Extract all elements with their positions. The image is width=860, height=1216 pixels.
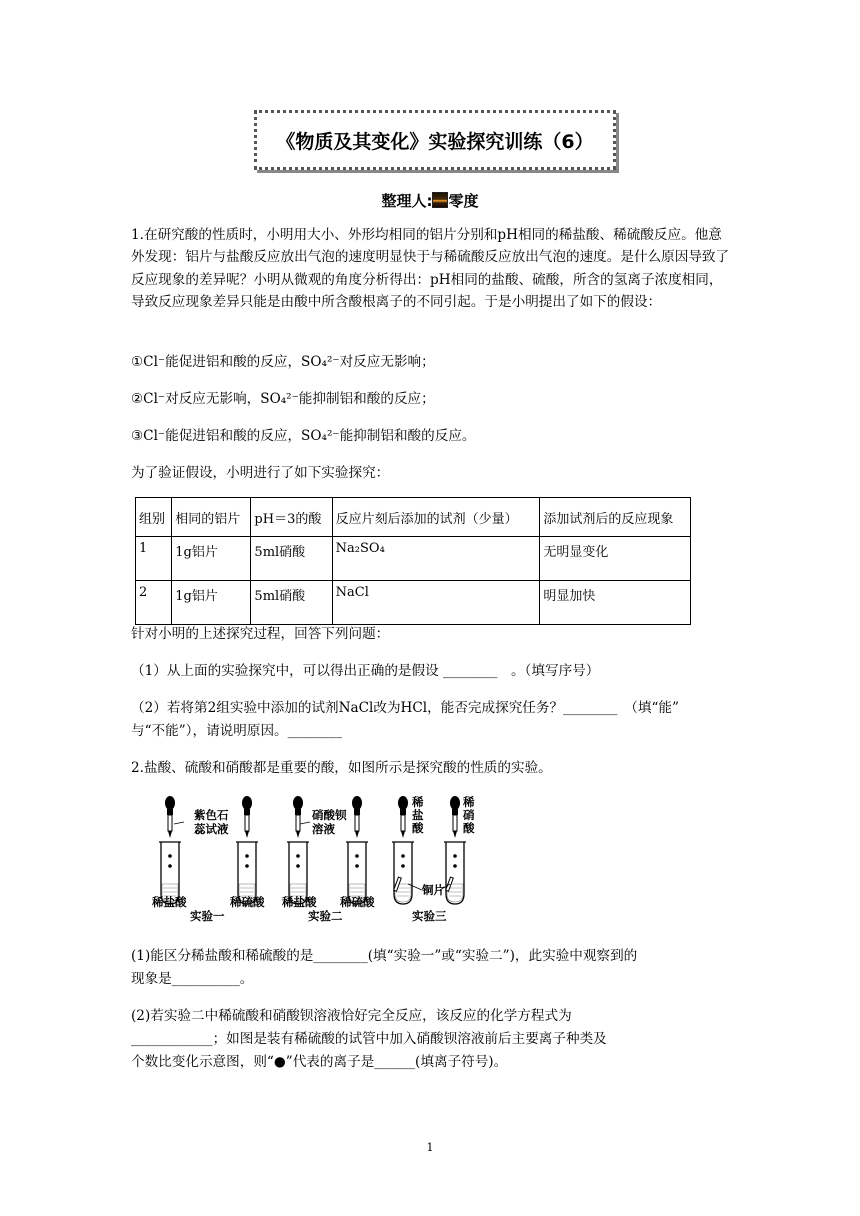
q1-hypothesis-2: ②Cl⁻对反应无影响，SO₄²⁻能抑制铝和酸的反应；	[131, 391, 435, 407]
table-cell: NaCl	[332, 581, 540, 625]
reagent-label-line: 盐	[412, 808, 424, 822]
table-cell: 明显加快	[540, 581, 691, 625]
q2-sub2-line2: ____________；如图是装有稀硫酸的试管中加入硝酸钡溶液前后主要离子种类及	[131, 1031, 607, 1047]
experiment-table	[135, 497, 691, 625]
experiment-label: 实验三	[412, 909, 447, 923]
author-label: 整理人:	[381, 192, 433, 210]
title-text: 《物质及其变化》实验探究训练（6）	[276, 130, 594, 153]
avatar	[432, 192, 448, 208]
q1-hypothesis-3: ③Cl⁻能促进铝和酸的反应，SO₄²⁻能抑制铝和酸的反应。	[131, 428, 476, 444]
q1-after-text: 针对小明的上述探究过程，回答下列问题：	[131, 626, 390, 642]
author-line	[0, 190, 860, 211]
table-header: 相同的铝片	[172, 498, 251, 537]
q1-sub2-line2: 与“不能”），请说明原因。________	[131, 723, 343, 739]
reagent-label-line: 稀	[463, 795, 475, 809]
reagent-label-hcl	[412, 796, 424, 835]
table-header: 添加试剂后的反应现象	[540, 498, 691, 537]
experiment-label: 实验二	[308, 909, 343, 923]
reagent-label-hno3	[463, 796, 475, 835]
table-cell: 1	[136, 537, 172, 581]
q2-intro: 2.盐酸、硫酸和硝酸都是重要的酸，如图所示是探究酸的性质的实验。	[131, 760, 552, 776]
table-header-row	[136, 498, 691, 537]
tube-label: 稀盐酸	[152, 895, 187, 909]
q1-sub1: （1）从上面的实验探究中，可以得出正确的是假设 ________ 。（填写序号）	[131, 663, 600, 679]
table-header: 反应片刻后添加的试剂（少量）	[332, 498, 540, 537]
reagent-label-line: 硝	[463, 808, 475, 822]
copper-label: 铜片	[422, 883, 445, 897]
table-header: pH＝3的酸	[251, 498, 332, 537]
table-cell: 1g铝片	[172, 581, 251, 625]
q2-sub2-line3: 个数比变化示意图，则“●”代表的离子是______(填离子符号)。	[131, 1054, 508, 1070]
q2-sub2-line1: (2)若实验二中稀硫酸和硝酸钡溶液恰好完全反应，该反应的化学方程式为	[131, 1008, 572, 1024]
reagent-label-line: 酸	[463, 821, 475, 835]
reagent-label-line: 蕊试液	[194, 822, 229, 836]
experiment-label: 实验一	[190, 909, 225, 923]
tube-label: 稀硫酸	[230, 895, 265, 909]
table-row	[136, 537, 691, 581]
reagent-label-line: 硝酸钡	[312, 808, 347, 822]
page-number: 1	[426, 1141, 434, 1154]
reagent-label-line: 溶液	[312, 822, 335, 836]
page-title	[254, 110, 616, 170]
q2-sub1-line1: (1)能区分稀盐酸和稀硫酸的是________(填“实验一”或“实验二”)，此实验中观察到的	[131, 948, 638, 964]
table-cell: 1g铝片	[172, 537, 251, 581]
experiment-figure	[150, 792, 510, 926]
q2-sub1-line2: 现象是__________。	[131, 971, 254, 987]
table-cell: Na₂SO₄	[332, 537, 540, 581]
table-cell: 5ml硝酸	[251, 581, 332, 625]
table-cell: 5ml硝酸	[251, 537, 332, 581]
q1-sub2-line1: （2）若将第2组实验中添加的试剂NaCl改为HCl，能否完成探究任务？________ （填“能”	[131, 700, 679, 716]
reagent-label-line: 酸	[412, 821, 424, 835]
table-cell: 2	[136, 581, 172, 625]
author-name: 零度	[448, 192, 479, 210]
reagent-label-line: 稀	[412, 795, 424, 809]
tube-label: 稀硫酸	[340, 895, 375, 909]
table-cell: 无明显变化	[540, 537, 691, 581]
table-row	[136, 581, 691, 625]
reagent-label-line: 紫色石	[194, 808, 229, 822]
q1-hypothesis-1: ①Cl⁻能促进铝和酸的反应，SO₄²⁻对反应无影响；	[131, 354, 435, 370]
reagent-label-barium	[312, 808, 347, 836]
q1-verify-text: 为了验证假设，小明进行了如下实验探究：	[131, 465, 390, 481]
reagent-label-litmus	[194, 808, 229, 836]
q1-intro: 1.在研究酸的性质时，小明用大小、外形均相同的铝片分别和pH相同的稀盐酸、稀硫酸反应。他意外发现：铝片与盐酸反应放出气泡的速度明显快于与稀硫酸反应放出气泡的速度。是什么原因导致了反应现象的差异呢？小明从微观的角度分析得出：pH相同的盐酸、硫酸，所含的氢离子浓度相同，导致反应现象差异只能是由酸中所含酸根离子的不同引起。于是小明提出了如下的假设：	[131, 227, 730, 311]
table-header: 组别	[136, 498, 172, 537]
tube-label: 稀盐酸	[282, 895, 317, 909]
